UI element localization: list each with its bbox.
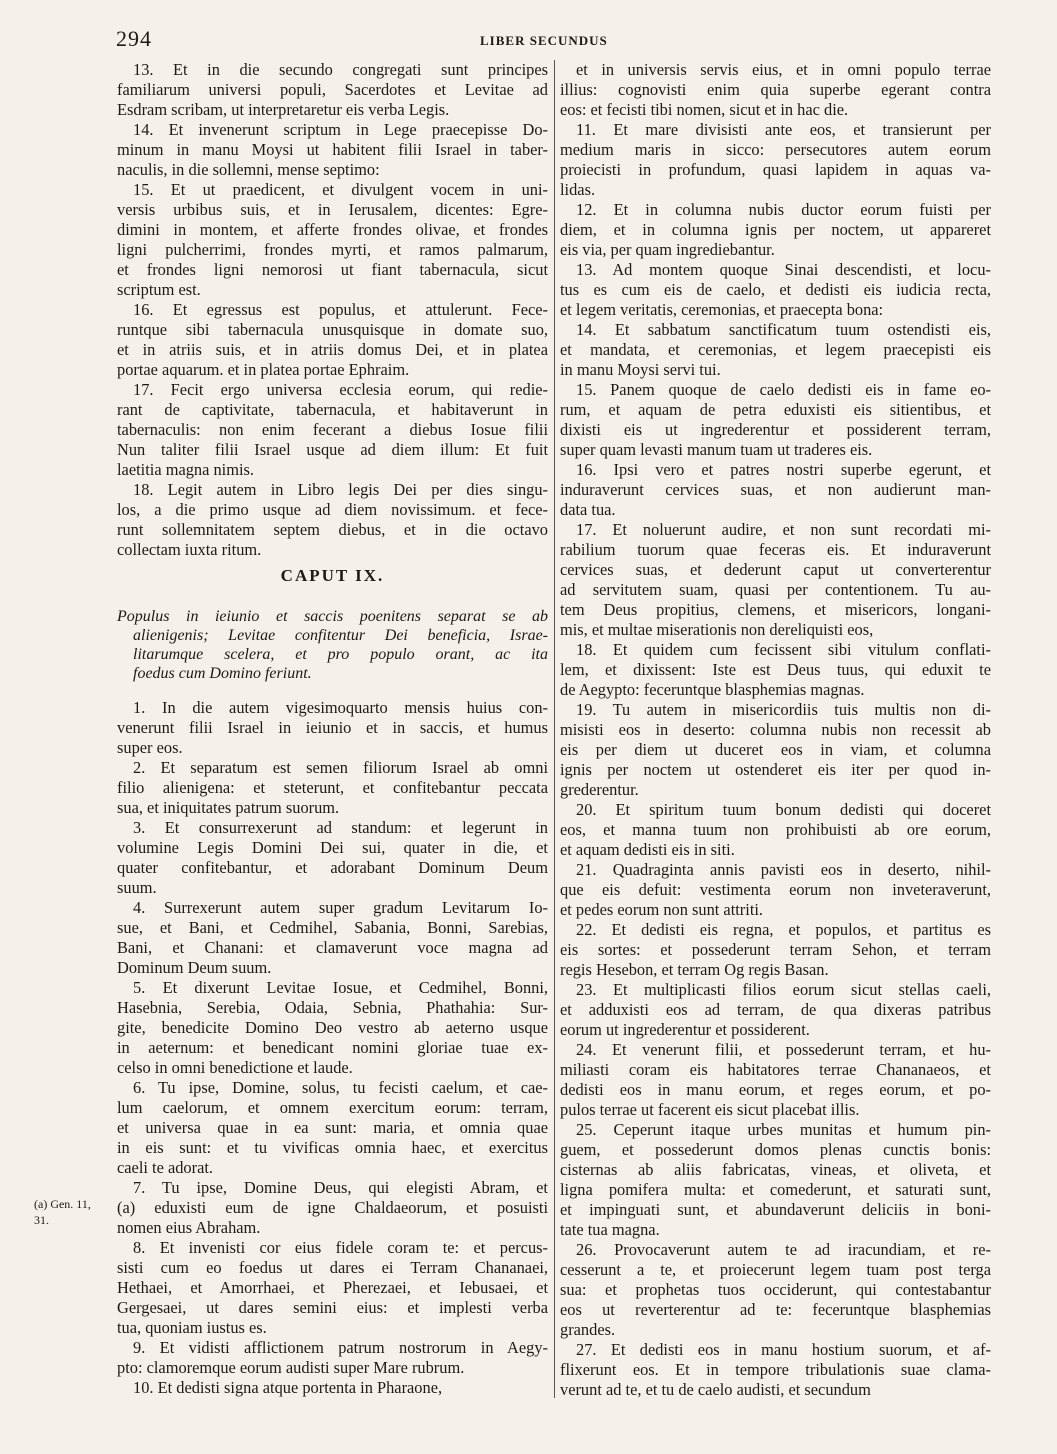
text-line: 13. Ad montem quoque Sinai descendisti, et locu- <box>576 260 991 279</box>
text-line: 12. Et in columna nubis ductor eorum fuisti per <box>576 200 991 219</box>
text-line: versis urbibus suis, et in Ierusalem, dicentes: Egre- <box>117 200 548 219</box>
text-line: flixerunt eos. Et in tempore tribulationis suae clama- <box>560 1360 991 1379</box>
verse-paragraph <box>117 698 548 758</box>
text-line: et legem veritatis, ceremonias, et praecepta bona: <box>560 300 884 319</box>
text-line: rum, et aquam de petra eduxisti eis sitientibus, et <box>560 400 991 419</box>
text-line: 14. Et sabbatum sanctificatum tuum ostendisti eis, <box>576 320 991 339</box>
text-line: pulos terrae ut facerent eis sicut placebat illis. <box>560 1100 860 1119</box>
text-line: nomen eius Abraham. <box>117 1218 261 1237</box>
left-column-top <box>117 60 548 560</box>
text-line: et aquam dedisti eis in siti. <box>560 840 735 859</box>
text-line: 25. Ceperunt itaque urbes munitas et humum pin- <box>576 1120 991 1139</box>
text-line: 24. Et venerunt filii, et possederunt terram, et hu- <box>576 1040 991 1059</box>
text-line: diem, et in columna ignis per noctem, ut appareret <box>560 220 991 239</box>
text-line: 10. Et dedisti signa atque portenta in Pharaone, <box>133 1378 443 1397</box>
margin-note <box>34 1196 91 1228</box>
text-line: (a) eduxisti eum de igne Chaldaeorum, et posuisti <box>117 1198 548 1217</box>
text-line: ignis per noctem ut ostenderet eis iter per quod in- <box>560 760 991 779</box>
text-line: portae aquarum. et in platea portae Ephraim. <box>117 360 410 379</box>
verse-paragraph <box>560 1340 991 1400</box>
verse-paragraph <box>560 380 991 460</box>
text-line: 11. Et mare divisisti ante eos, et transierunt per <box>576 120 991 139</box>
text-line: volumine Legis Domini Dei sui, quater in die, et <box>117 838 548 857</box>
verse-paragraph <box>117 1078 548 1178</box>
text-line: Gergesaei, ut dares semini eius: et implesti verba <box>117 1298 548 1317</box>
text-line: quater confitebantur, et adorabant Dominum Deum <box>117 858 548 877</box>
text-line: et pedes eorum non sunt attriti. <box>560 900 764 919</box>
text-line: in manu Moysi servi tui. <box>560 360 721 379</box>
verse-paragraph <box>117 300 548 380</box>
text-line: lidas. <box>560 180 596 199</box>
text-line: naculis, in die sollemni, mense septimo: <box>117 160 380 179</box>
text-line: sua: et prophetas tuos occiderunt, qui contestabantur <box>560 1280 991 1299</box>
text-line: verunt ad te, et tu de caelo audisti, et secundum <box>560 1380 871 1399</box>
verse-paragraph <box>117 758 548 818</box>
text-line: 19. Tu autem in misericordiis tuis multis non di- <box>576 700 991 719</box>
text-line: et mandata, et ceremonias, et legem praecepisti eis <box>560 340 991 359</box>
verse-paragraph <box>560 60 991 120</box>
text-line: eorum ut ingrederentur et possiderent. <box>560 1020 810 1039</box>
text-line: Bani, et Chanani: et clamaverunt voce magna ad <box>117 938 548 957</box>
verse-paragraph <box>560 640 991 700</box>
summary-line: alienigenis; Levitae confitentur Dei beneficia, Israe- <box>133 627 548 644</box>
text-line: regis Hesebon, et terram Og regis Basan. <box>560 960 829 979</box>
text-line: rant de captivitate, tabernacula, et habitaverunt in <box>117 400 548 419</box>
verse-paragraph <box>560 520 991 640</box>
text-line: in aeternum: et benedicant nomini gloriae tuae ex- <box>117 1038 548 1057</box>
text-line: 18. Et quidem cum fecissent sibi vitulum conflati- <box>576 640 991 659</box>
text-line: suum. <box>117 878 157 897</box>
text-line: in eis sunt: et tu vivificas omnia haec, et exercitus <box>117 1138 548 1157</box>
text-line: familiarum universi populi, Sacerdotes et Levitae ad <box>117 80 548 99</box>
verse-paragraph <box>117 60 548 120</box>
text-line: 21. Quadraginta annis pavisti eos in deserto, nihil- <box>576 860 991 879</box>
verse-paragraph <box>117 120 548 180</box>
text-line: illius: cognovisti enim quia superbe egerant contra <box>560 80 991 99</box>
text-line: miliasti coram eis habitatores terrae Chananaeos, et <box>560 1060 991 1079</box>
page-number: 294 <box>116 26 152 51</box>
text-line: Nun taliter filii Israel usque ad diem illum: Et fuit <box>117 440 548 459</box>
text-line: 18. Legit autem in Libro legis Dei per dies singu- <box>133 480 548 499</box>
verse-paragraph <box>117 898 548 978</box>
text-line: filio alienigena: et steterunt, et confitebantur peccata <box>117 778 548 797</box>
text-line: runt sollemnitatem septem diebus, et in die octavo <box>117 520 548 539</box>
verse-paragraph <box>117 180 548 300</box>
text-line: tus es cum eis de caelo, et dedisti eis iudicia recta, <box>560 280 991 299</box>
text-line: proiecisti in profundum, quasi lapidem in aquas va- <box>560 160 991 179</box>
text-line: et frondes ligni nemorosi ut fiant tabernacula, sicut <box>117 260 548 279</box>
text-line: tate tua magna. <box>560 1220 660 1239</box>
text-line: cisternas ab aliis fabricatas, vineas, et oliveta, et <box>560 1160 991 1179</box>
text-line: et in universis servis eius, et in omni populo terrae <box>576 60 991 79</box>
text-line: 16. Ipsi vero et patres nostri superbe egerunt, et <box>576 460 991 479</box>
text-line: eis per diem ut duceret eos in viam, et columna <box>560 740 991 759</box>
text-line: Dominum Deum suum. <box>117 958 272 977</box>
text-line: venerunt filii Israel in ieiunio et in saccis, et humus <box>117 718 548 737</box>
text-line: collectam iuxta ritum. <box>117 540 262 559</box>
text-line: medium maris in sicco: persecutores autem eorum <box>560 140 991 159</box>
text-line: cervices suas, et dederunt caput ut converterentur <box>560 560 991 579</box>
text-line: super quam levasti manum tuam ut traderes eis. <box>560 440 873 459</box>
chapter-summary <box>117 607 548 683</box>
verse-paragraph <box>560 980 991 1040</box>
verse-paragraph <box>560 1040 991 1120</box>
verse-paragraph <box>560 1240 991 1340</box>
text-line: misisti eos in deserto: columna nubis non recessit ab <box>560 720 991 739</box>
text-line: cesserunt a te, et proiecerunt legem tuam post terga <box>560 1260 991 1279</box>
text-line: 23. Et multiplicasti filios eorum sicut stellas caeli, <box>576 980 991 999</box>
verse-paragraph <box>560 800 991 860</box>
text-line: tabernaculis: non enim fecerant a diebus Iosue filii <box>117 420 548 439</box>
verse-paragraph <box>560 260 991 320</box>
margin-note-line: 31. <box>34 1213 49 1227</box>
text-line: celso in omni benedictione et laude. <box>117 1058 353 1077</box>
text-line: induraverunt cervices suas, et non audierunt man- <box>560 480 991 499</box>
text-line: sua, et iniquitates patrum suorum. <box>117 798 340 817</box>
text-line: 7. Tu ipse, Domine Deus, qui elegisti Abram, et <box>133 1178 548 1197</box>
column-divider <box>554 60 555 1398</box>
verse-paragraph <box>117 380 548 480</box>
left-column-bottom <box>117 698 548 1398</box>
verse-paragraph <box>560 860 991 920</box>
verse-paragraph <box>117 1178 548 1238</box>
text-line: ad servitutem suam, quasi per contentionem. Tu au- <box>560 580 991 599</box>
text-line: lum caelorum, et omnem exercitum eorum: terram, <box>117 1098 548 1117</box>
text-line: eos, et manna tuum non prohibuisti ab ore eorum, <box>560 820 991 839</box>
text-line: 17. Et noluerunt audire, et non sunt recordati mi- <box>576 520 991 539</box>
text-line: 15. Panem quoque de caelo dedisti eis in fame eo- <box>576 380 991 399</box>
text-line: 26. Provocaverunt autem te ad iracundiam, et re- <box>576 1240 991 1259</box>
text-line: pto: clamoremque eorum audisti super Mare rubrum. <box>117 1358 465 1377</box>
text-line: 16. Et egressus est populus, et attulerunt. Fece- <box>133 300 548 319</box>
text-line: eos ut reverterentur ad te: feceruntque blasphemias <box>560 1300 991 1319</box>
text-line: eis via, per quam ingrediebantur. <box>560 240 775 259</box>
text-line: ligna pomifera multa: et comederunt, et saturati sunt, <box>560 1180 991 1199</box>
text-line: 20. Et spiritum tuum bonum dedisti qui doceret <box>576 800 991 819</box>
text-line: 13. Et in die secundo congregati sunt principes <box>133 60 548 79</box>
verse-paragraph <box>560 920 991 980</box>
text-line: 8. Et invenisti cor eius fidele coram te: et percus- <box>133 1238 548 1257</box>
right-column <box>560 60 991 1400</box>
text-line: ligni pulcherrimi, frondes myrti, et ramos palmarum, <box>117 240 548 259</box>
text-line: 17. Fecit ergo universa ecclesia eorum, qui redie- <box>133 380 548 399</box>
chapter-title: CAPUT IX. <box>280 566 385 585</box>
text-line: 3. Et consurrexerunt ad standum: et legerunt in <box>133 818 548 837</box>
text-line: 2. Et separatum est semen filiorum Israel ab omni <box>133 758 548 777</box>
verse-paragraph <box>560 320 991 380</box>
text-line: grandes. <box>560 1320 616 1339</box>
text-line: dedisti eos in manu eorum, et reges eorum, et po- <box>560 1080 991 1099</box>
text-line: et adduxisti eos ad terram, de qua dixeras patribus <box>560 1000 991 1019</box>
text-line: minum in manu Moysi ut habitent filii Israel in taber- <box>117 140 548 159</box>
verse-paragraph <box>117 1238 548 1338</box>
text-line: eos: et fecisti tibi nomen, sicut et in hac die. <box>560 100 849 119</box>
text-line: sisti cum eo foedus ut dares ei Terram Chananaei, <box>117 1258 548 1277</box>
text-line: 6. Tu ipse, Domine, solus, tu fecisti caelum, et cae- <box>133 1078 548 1097</box>
summary-line: Populus in ieiunio et saccis poenitens separat se ab <box>117 608 548 625</box>
text-line: Hethaei, et Amorrhaei, et Pherezaei, et Iebusaei, et <box>117 1278 548 1297</box>
verse-paragraph <box>117 480 548 560</box>
text-line: sue, et Bani, et Cedmihel, Sabania, Bonni, Sarebias, <box>117 918 548 937</box>
text-line: mis, et multae miserationis non dereliquisti eos, <box>560 620 874 639</box>
text-line: grederentur. <box>560 780 639 799</box>
text-line: super eos. <box>117 738 183 757</box>
text-line: scriptum est. <box>117 280 201 299</box>
text-line: runtque sibi tabernacula unusquisque in domate suo, <box>117 320 548 339</box>
text-line: que eis defuit: vestimenta eorum non inveteraverunt, <box>560 880 991 899</box>
text-line: caeli te adorat. <box>117 1158 214 1177</box>
text-line: 1. In die autem vigesimoquarto mensis huius con- <box>133 698 548 717</box>
text-line: rabilium tuorum quae feceras eis. Et induraverunt <box>560 540 991 559</box>
text-line: dimini in montem, et afferte frondes olivae, et frondes <box>117 220 548 239</box>
verse-paragraph <box>117 818 548 898</box>
text-line: 14. Et invenerunt scriptum in Lege praecepisse Do- <box>133 120 548 139</box>
text-line: dixisti eis ut ingrederentur et possiderent terram, <box>560 420 991 439</box>
running-head: LIBER SECUNDUS <box>480 33 608 48</box>
text-line: lem, et dixissent: Iste est Deus tuus, qui eduxit te <box>560 660 991 679</box>
verse-paragraph <box>117 978 548 1078</box>
text-line: gite, benedicite Domino Deo vestro ab aeterno usque <box>117 1018 548 1037</box>
text-line: 9. Et vidisti afflictionem patrum nostrorum in Aegy- <box>133 1338 548 1357</box>
text-line: tua, quoniam iustus es. <box>117 1318 267 1337</box>
margin-note-line: (a) Gen. 11, <box>34 1197 91 1211</box>
text-line: los, a die primo usque ad diem novissimum. et fece- <box>117 500 548 519</box>
verse-paragraph <box>560 1120 991 1240</box>
text-line: 27. Et dedisti eos in manu hostium suorum, et af- <box>576 1340 991 1359</box>
text-line: laetitia magna nimis. <box>117 460 255 479</box>
verse-paragraph <box>117 1338 548 1378</box>
text-line: tem Deus propitius, clemens, et misericors, longani- <box>560 600 991 619</box>
text-line: data tua. <box>560 500 616 519</box>
text-line: 5. Et dixerunt Levitae Iosue, et Cedmihel, Bonni, <box>133 978 548 997</box>
verse-paragraph <box>560 120 991 200</box>
text-line: 4. Surrexerunt autem super gradum Levitarum Io- <box>133 898 548 917</box>
summary-line: litarumque scelera, et pro populo orant, ac ita <box>133 646 548 663</box>
text-line: de Aegypto: feceruntque blasphemias magnas. <box>560 680 865 699</box>
text-line: et impinguati sunt, et abundaverunt deliciis in boni- <box>560 1200 991 1219</box>
verse-paragraph <box>560 200 991 260</box>
text-line: 15. Et ut praedicent, et divulgent vocem in uni- <box>133 180 548 199</box>
verse-paragraph <box>560 700 991 800</box>
text-line: Hasebnia, Serebia, Odaia, Sebnia, Phathahia: Sur- <box>117 998 548 1017</box>
text-line: Esdram scribam, ut interpretaretur eis verba Legis. <box>117 100 450 119</box>
text-line: guem, et possederunt domos plenas cunctis bonis: <box>560 1140 991 1159</box>
text-line: et in atriis suis, et in atriis domus Dei, et in platea <box>117 340 548 359</box>
text-line: eis sortes: et possederunt terram Sehon, et terram <box>560 940 991 959</box>
verse-paragraph <box>560 460 991 520</box>
verse-paragraph <box>117 1378 548 1398</box>
text-line: et universa quae in ea sunt: maria, et omnia quae <box>117 1118 548 1137</box>
text-line: 22. Et dedisti eis regna, et populos, et partitus es <box>576 920 991 939</box>
summary-line: foedus cum Domino feriunt. <box>133 665 312 682</box>
